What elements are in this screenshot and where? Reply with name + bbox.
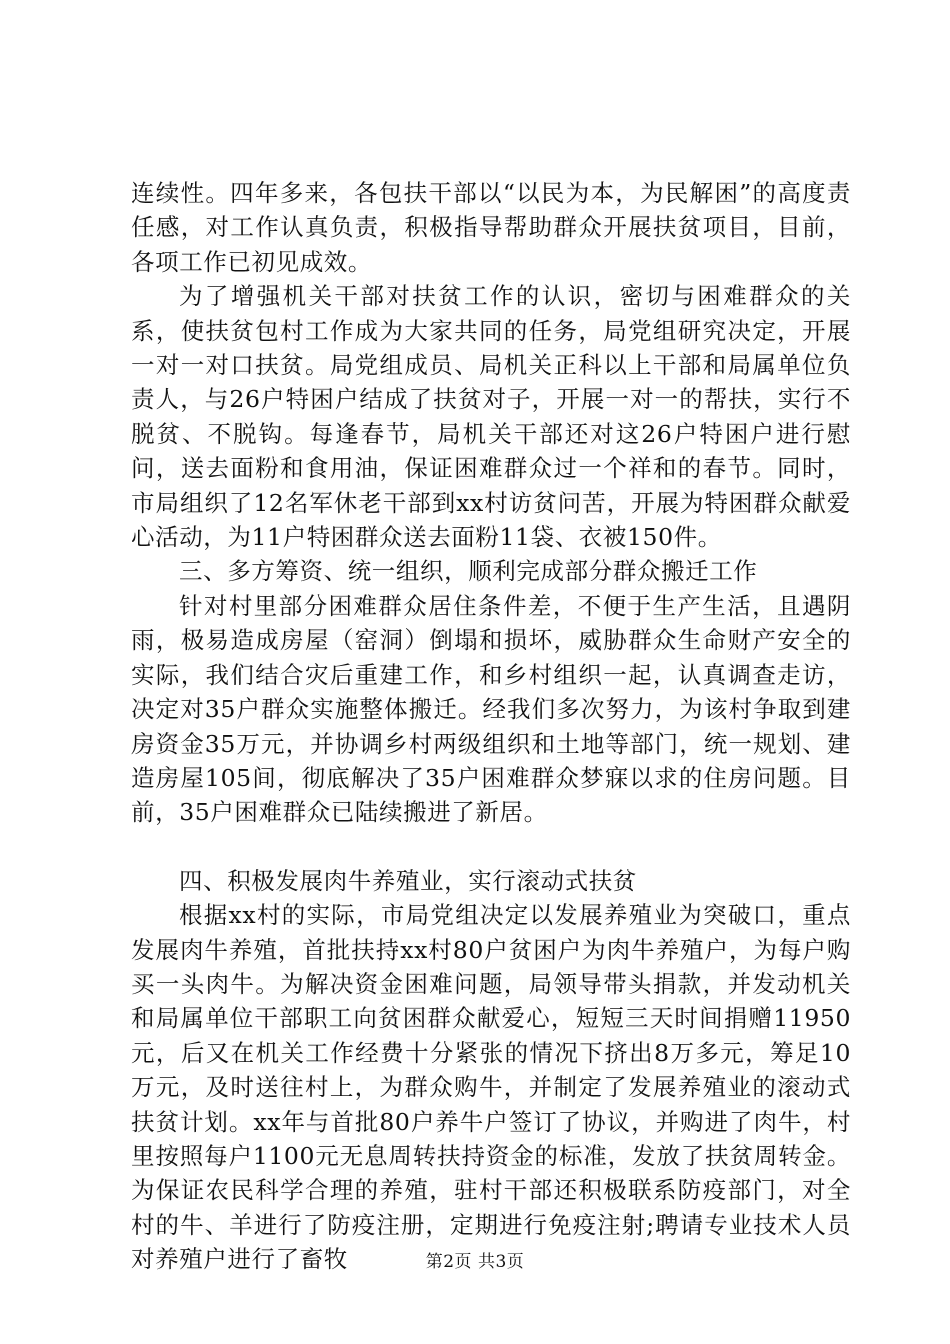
paragraph-cattle: 根据xx村的实际，市局党组决定以发展养殖业为突破口，重点发展肉牛养殖，首批扶持xx村80户贫困户为肉牛养殖户，为每户购买一头肉牛。为解决资金困难问题，局领导带头捐款，并发动机关和局属单位干部职工向贫困群众献爱心，短短三天时间捐赠11950元，后又在机关工作经费十分紧张的情况下挤出8万多元，筹足10万元，及时送往村上，为群众购牛，并制定了发展养殖业的滚动式扶贫计划。xx年与首批80户养牛户签订了协议，并购进了肉牛，村里按照每户1100元无息周转扶持资金的标准，发放了扶贫周转金。为保证农民科学合理的养殖，驻村干部还积极联系防疫部门，对全村的牛、羊进行了防疫注册，定期进行免疫注射;聘请专业技术人员对养殖户进行了畜牧: [131, 901, 851, 1274]
page-footer: 第2页 共3页: [425, 1252, 525, 1272]
section-heading-relocation: 三、多方筹资、统一组织，顺利完成部分群众搬迁工作: [179, 557, 758, 586]
paragraph-relocation: 针对村里部分困难群众居住条件差，不便于生产生活，且遇阴雨，极易造成房屋（窑洞）倒塌和损坏，威胁群众生命财产安全的实际，我们结合灾后重建工作，和乡村组织一起，认真调查走访，决定对35户群众实施整体搬迁。经我们多次努力，为该村争取到建房资金35万元，并协调乡村两级组织和土地等部门，统一规划、建造房屋105间，彻底解决了35户困难群众梦寐以求的住房问题。目前，35户困难群众已陆续搬进了新居。: [131, 591, 851, 827]
document-body: [131, 176, 851, 1277]
paragraph-pairing-assistance: 为了增强机关干部对扶贫工作的认识，密切与困难群众的关系，使扶贫包村工作成为大家共同的任务，局党组研究决定，开展一对一对口扶贫。局党组成员、局机关正科以上干部和局属单位负责人，与26户特困户结成了扶贫对子，开展一对一的帮扶，实行不脱贫、不脱钩。每逢春节，局机关干部还对这26户特困户进行慰问，送去面粉和食用油，保证困难群众过一个祥和的春节。同时，市局组织了12名军休老干部到xx村访贫问苦，开展为特困群众献爱心活动，为11户特困群众送去面粉11袋、衣被150件。: [131, 282, 851, 552]
section-heading-cattle: 四、积极发展肉牛养殖业，实行滚动式扶贫: [179, 866, 637, 895]
paragraph-continuation: 连续性。四年多来，各包扶干部以“以民为本，为民解困”的高度责任感，对工作认真负责，积极指导帮助群众开展扶贫项目，目前，各项工作已初见成效。: [131, 179, 851, 276]
